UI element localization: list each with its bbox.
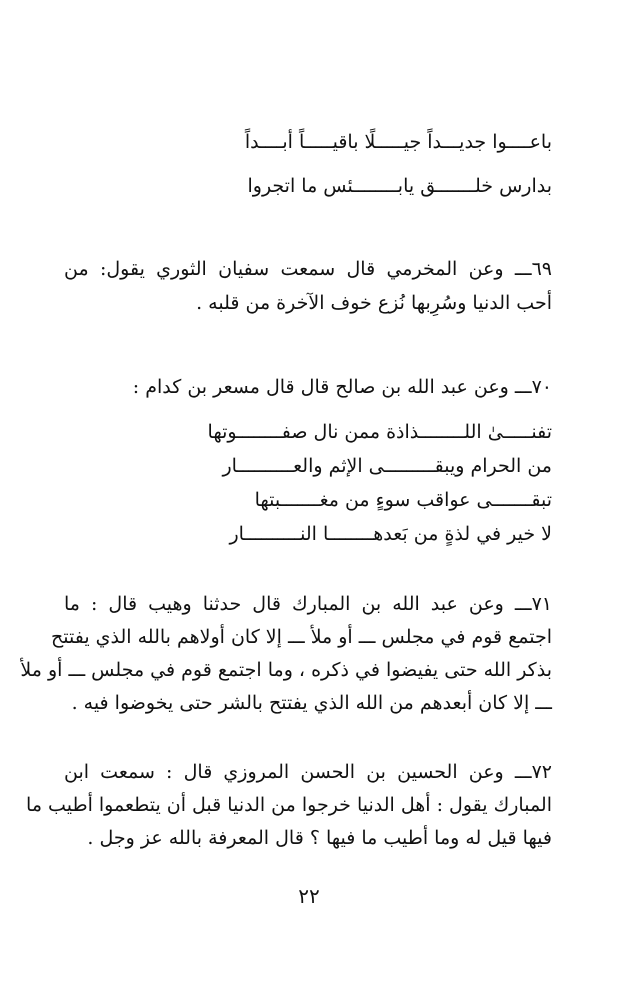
entry-71-line-2: اجتمع قوم في مجلس ـــ أو ملأ ـــ إلا كان أولاهم بالله الذي يفتتح (50, 626, 552, 648)
poem-line-1: باعــــوا جديـــداً جيـــــلًا باقيـــــاً أبــــداً (244, 131, 552, 153)
entry-71-line-1: ٧١ـــ وعن عبد الله بن المبارك قال حدثنا وهيب قال : ما (64, 593, 552, 615)
entry-70-intro: ٧٠ـــ وعن عبد الله بن صالح قال قال مسعر بن كدام : (132, 376, 552, 398)
entry-69-line-2: أحب الدنيا وسُرِبها نُزع خوف الآخرة من قلبه . (196, 292, 552, 314)
poem-line-2: بدارس خلـــــــق يابــــــــئس ما اتجروا (247, 175, 552, 197)
page-number: ٢٢ (298, 884, 320, 908)
entry-69-line-1: ٦٩ـــ وعن المخرمي قال سمعت سفيان الثوري يقول: من (64, 258, 552, 280)
entry-72-line-1: ٧٢ـــ وعن الحسين بن الحسن المروزي قال : سمعت ابن (64, 761, 552, 783)
entry-70-verse-1b: من الحرام ويبقـــــــــى الإثم والعــــــــــار (222, 455, 552, 477)
entry-71-line-4: ـــ إلا كان أبعدهم من الله الذي يفتتح بالشر حتى يخوضوا فيه . (71, 692, 552, 714)
entry-72-line-3: فيها قيل له وما أطيب ما فيها ؟ قال المعرفة بالله عز وجل . (87, 827, 552, 849)
entry-70-verse-2b: لا خير في لذةٍ من بَعدهــــــــا النــــــــــار (229, 523, 552, 545)
entry-70-verse-1a: تفنـــــىٰ اللــــــــذاذة ممن نال صفــــــــوتها (207, 421, 552, 443)
entry-72-line-2: المبارك يقول : أهل الدنيا خرجوا من الدنيا قبل أن يتطعموا أطيب ما (26, 794, 552, 816)
entry-70-verse-2a: تبقـــــــى عواقب سوءٍ من مغـــــــبتها (254, 489, 552, 511)
entry-71-line-3: بذكر الله حتى يفيضوا في ذكره ، وما اجتمع قوم في مجلس ـــ أو ملأ (20, 659, 552, 681)
